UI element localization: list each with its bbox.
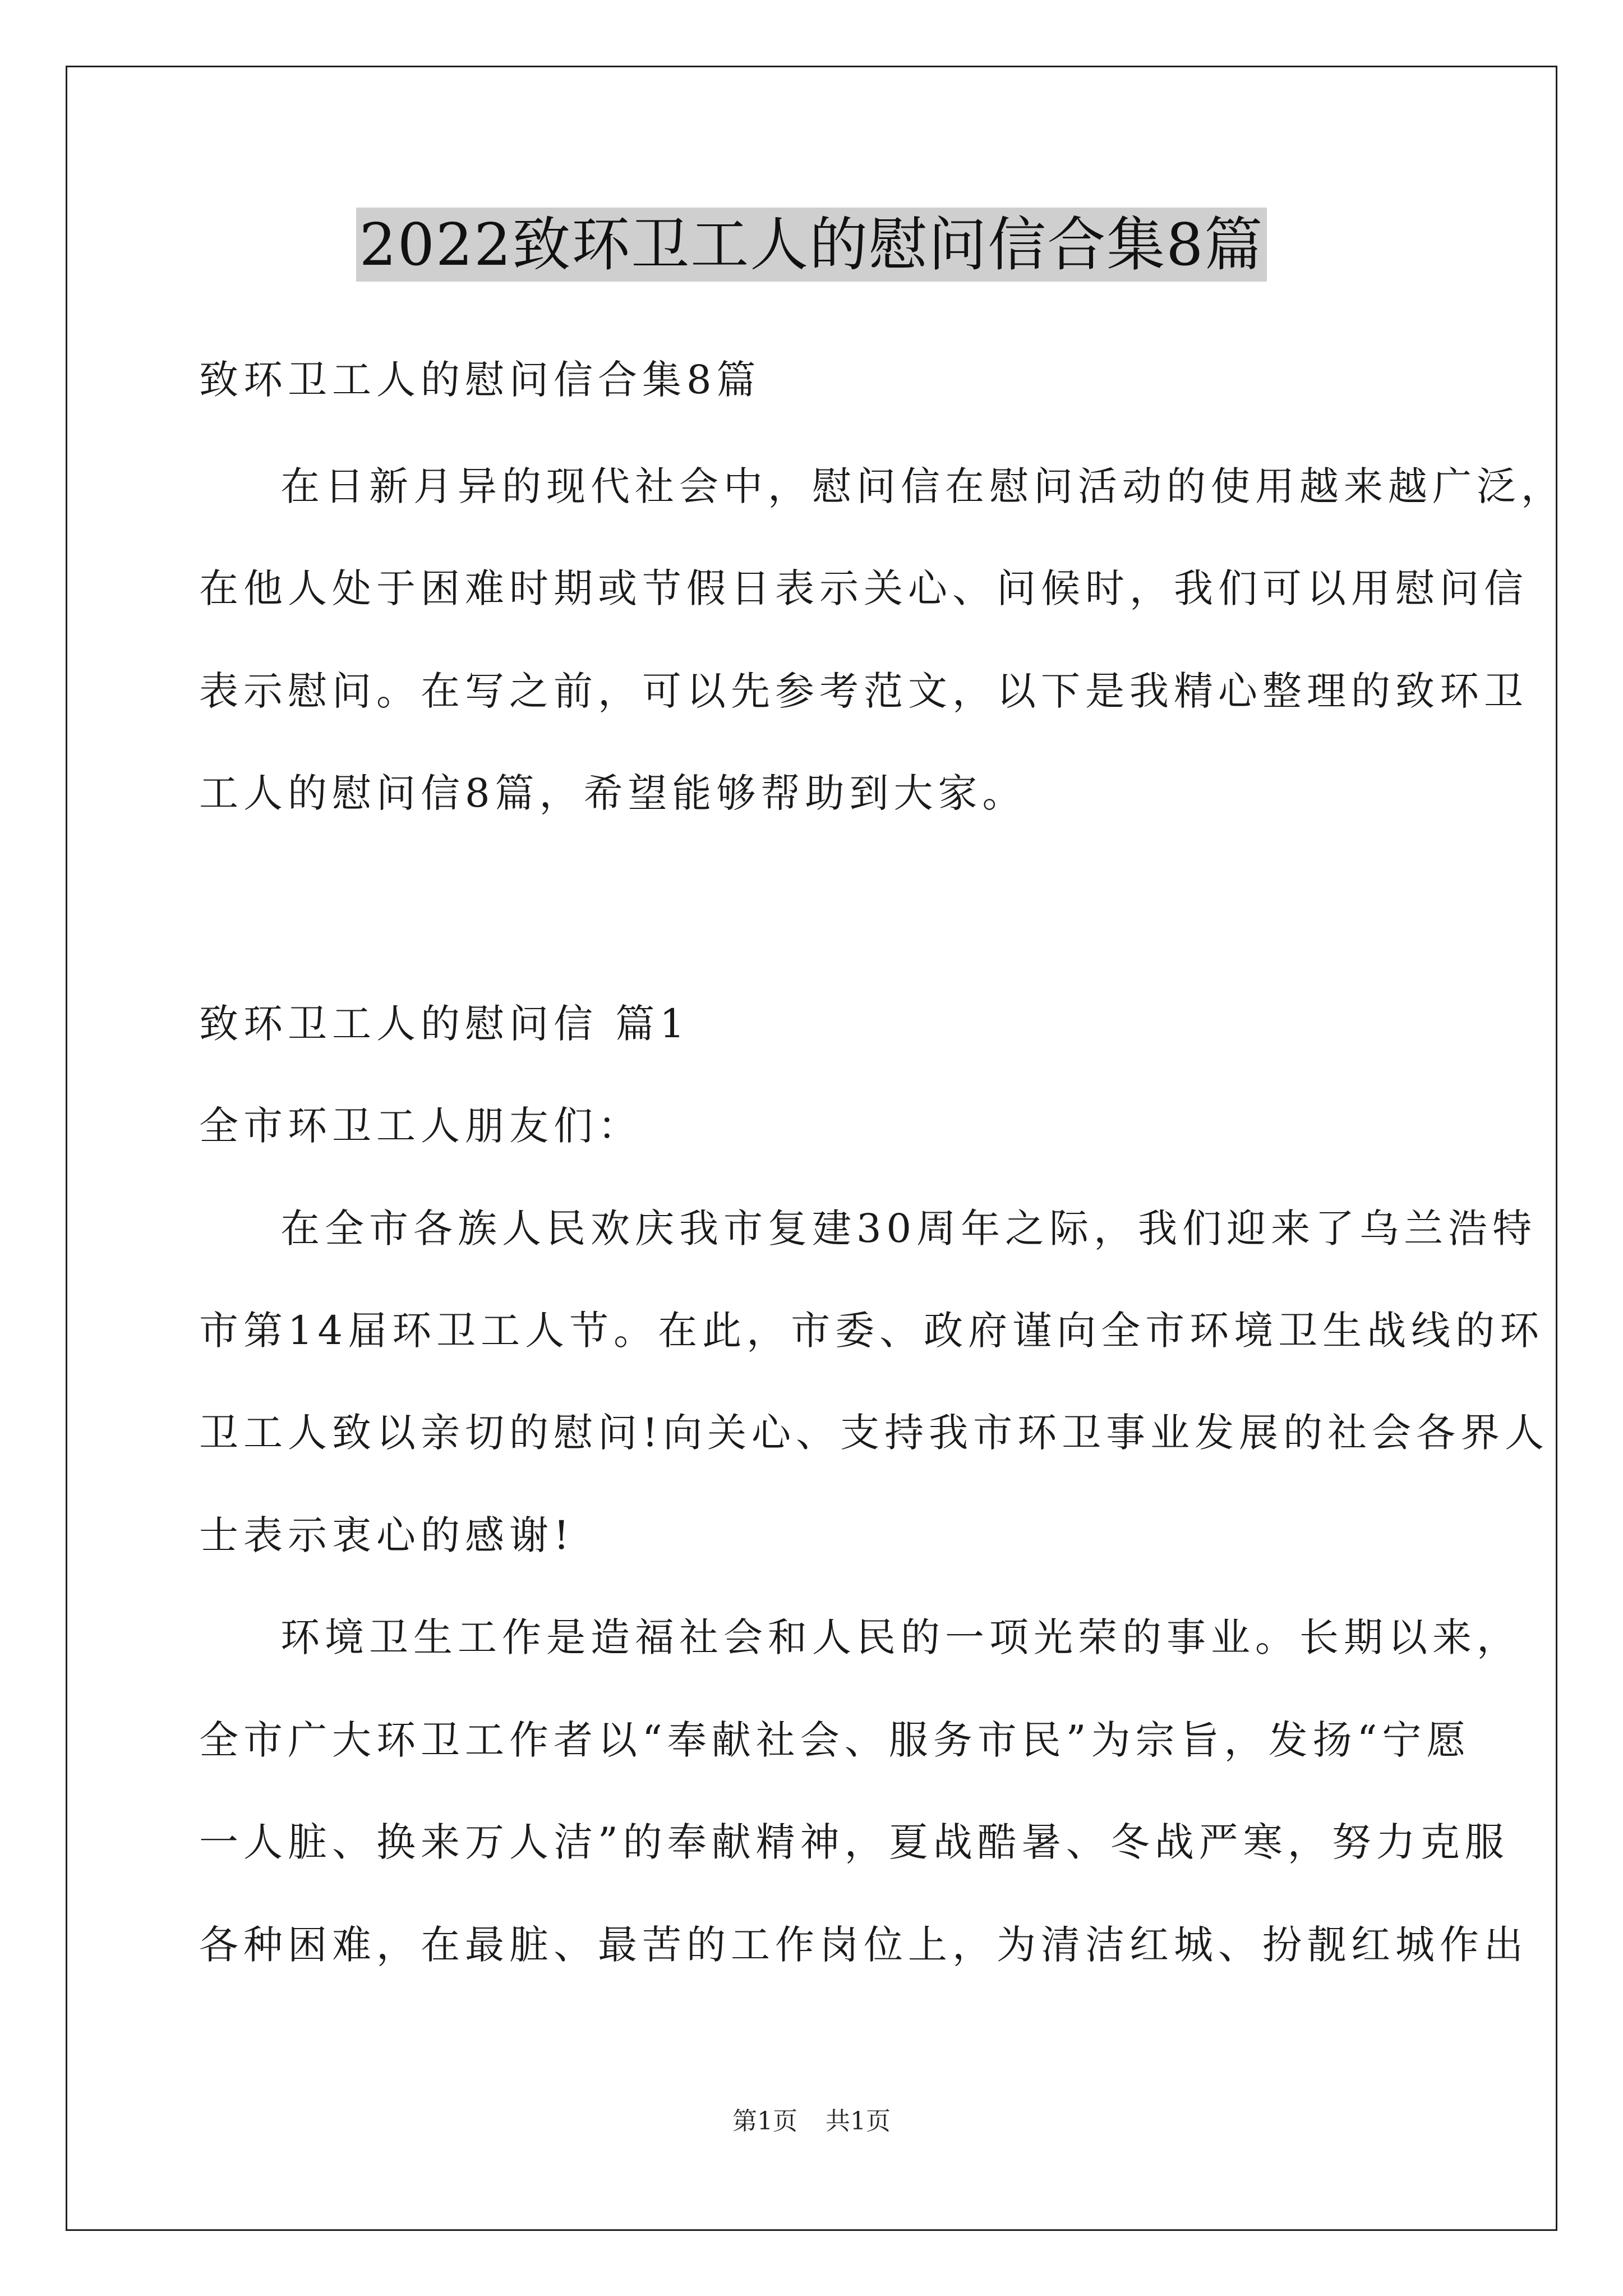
page-total: 共1页 xyxy=(826,2107,891,2136)
document-subtitle: 致环卫工人的慰问信合集8篇 xyxy=(199,357,761,403)
para1-line-2: 市第14届环卫工人节。在此，市委、政府谨向全市环境卫生战线的环 xyxy=(199,1308,1544,1354)
document-title: 2022致环卫工人的慰问信合集8篇 xyxy=(356,208,1267,282)
salutation: 全市环卫工人朋友们： xyxy=(199,1103,642,1149)
para2-line-4: 各种困难，在最脏、最苦的工作岗位上，为清洁红城、扮靓红城作出 xyxy=(199,1922,1528,1968)
intro-line-2: 在他人处于困难时期或节假日表示关心、问候时，我们可以用慰问信 xyxy=(199,565,1528,611)
title-container xyxy=(0,208,1623,282)
para2-line-2: 全市广大环卫工作者以“奉献社会、服务市民”为宗旨，发扬“宁愿 xyxy=(199,1717,1471,1763)
intro-line-1: 在日新月异的现代社会中，慰问信在慰问活动的使用越来越广泛， xyxy=(280,463,1565,509)
para2-line-3: 一人脏、换来万人洁”的奉献精神，夏战酷暑、冬战严寒，努力克服 xyxy=(199,1819,1509,1865)
para1-line-4: 士表示衷心的感谢! xyxy=(199,1512,575,1558)
page-footer xyxy=(0,2105,1623,2138)
para1-line-3: 卫工人致以亲切的慰问!向关心、支持我市环卫事业发展的社会各界人 xyxy=(199,1410,1550,1456)
intro-line-3: 表示慰问。在写之前，可以先参考范文，以下是我精心整理的致环卫 xyxy=(199,668,1528,714)
intro-line-4: 工人的慰问信8篇，希望能够帮助到大家。 xyxy=(199,770,1027,816)
page-number: 第1页 xyxy=(732,2107,797,2136)
para1-line-1: 在全市各族人民欢庆我市复建30周年之际，我们迎来了乌兰浩特 xyxy=(280,1205,1537,1251)
para2-line-1: 环境卫生工作是造福社会和人民的一项光荣的事业。长期以来， xyxy=(280,1614,1521,1660)
section-heading: 致环卫工人的慰问信 篇1 xyxy=(199,1001,690,1047)
